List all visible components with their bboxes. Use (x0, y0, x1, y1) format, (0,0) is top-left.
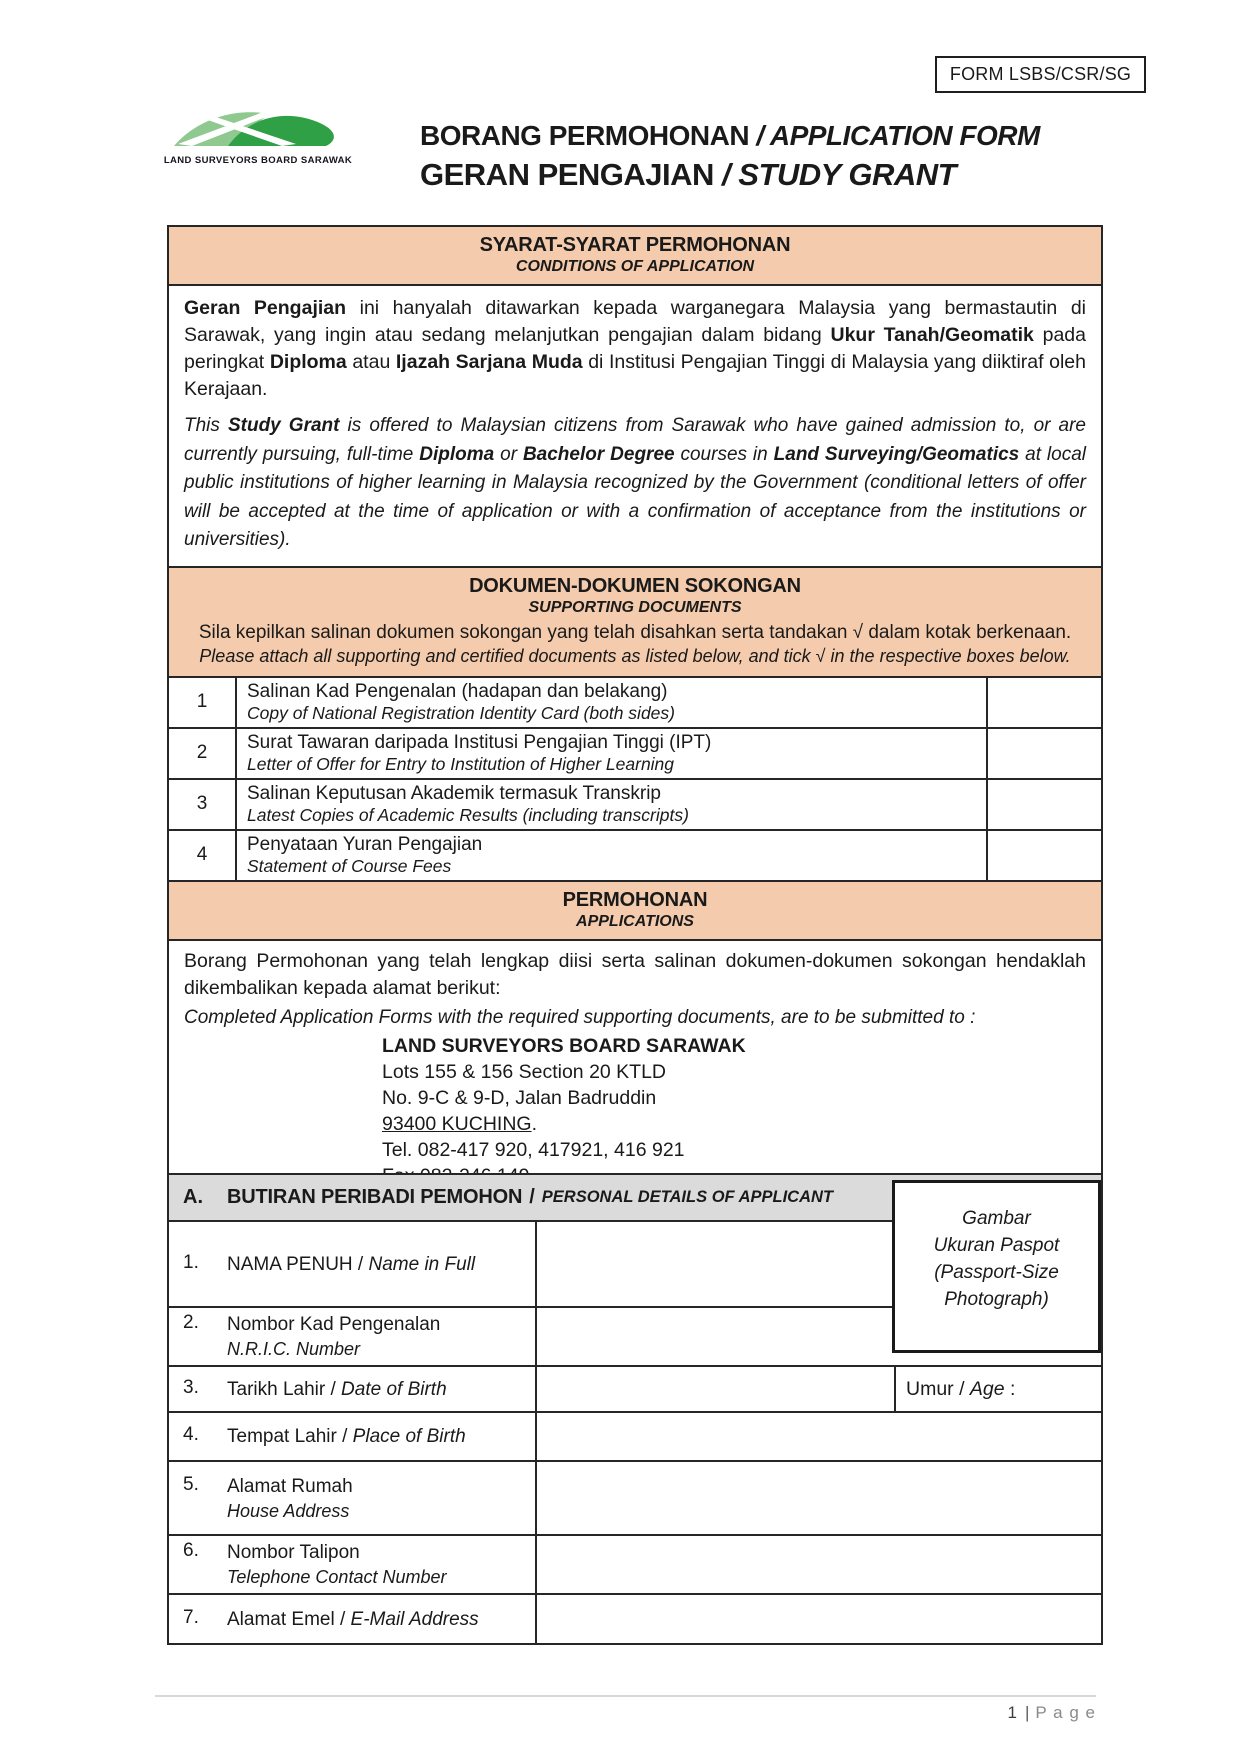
address-line-2: No. 9-C & 9-D, Jalan Badruddin (382, 1086, 657, 1109)
conditions-body (169, 284, 1101, 566)
photo-box[interactable] (892, 1180, 1101, 1353)
field-number: 5. (183, 1473, 199, 1495)
item-title-en: Letter of Offer for Entry to Institution of Higher Learning (247, 753, 675, 774)
item-number: 3 (196, 793, 208, 814)
submission-address (382, 1033, 1086, 1189)
page-title-line2: GERAN PENGAJIAN / STUDY GRANT (420, 157, 957, 192)
field-label-text: Tarikh Lahir / Date of Birth (227, 1378, 447, 1400)
item-title-en: Copy of National Registration Identity Card (both sides) (247, 702, 675, 723)
field-label (169, 1373, 535, 1406)
footer-separator: | (1025, 1703, 1030, 1722)
field-number: 2. (183, 1312, 199, 1333)
field-number: 1. (183, 1251, 199, 1273)
field-number: 4. (183, 1424, 199, 1445)
page-title-line1: BORANG PERMOHONAN / APPLICATION FORM (420, 120, 1040, 151)
item-title-my: Surat Tawaran daripada Institusi Pengajian Tinggi (IPT) (247, 731, 712, 753)
form-code-label: FORM LSBS/CSR/SG (949, 64, 1132, 84)
logo (162, 106, 354, 166)
field-label-text: Nombor Kad Pengenalan (227, 1314, 441, 1335)
telephone-input[interactable] (535, 1536, 1101, 1593)
photo-box-line: Photograph) (944, 1289, 1049, 1310)
item-description (235, 831, 986, 880)
photo-box-line: Gambar (962, 1208, 1031, 1229)
application-body (169, 939, 1101, 1200)
documents-heading-en: SUPPORTING DOCUMENTS (528, 598, 742, 616)
application-paragraph-my: Borang Permohonan yang telah lengkap diisi serta salinan dokumen-dokumen sokongan hendaklah dikembalikan kepada alamat berikut: (184, 949, 1086, 999)
field-label (169, 1248, 535, 1281)
field-label (169, 1603, 535, 1636)
footer-divider (155, 1695, 1096, 1697)
field-label-subtext: House Address (227, 1500, 350, 1521)
field-row-telephone (169, 1534, 1101, 1593)
section-a-heading-my: BUTIRAN PERIBADI PEMOHON (227, 1186, 523, 1208)
photo-box-line: Ukuran Paspot (933, 1235, 1060, 1256)
footer (167, 1703, 1096, 1723)
item-title-en: Statement of Course Fees (247, 855, 452, 876)
field-label-text: NAMA PENUH / Name in Full (227, 1253, 476, 1275)
field-label-text: Nombor Talipon (227, 1542, 360, 1563)
date-of-birth-input[interactable] (535, 1367, 894, 1411)
item-description (235, 678, 986, 727)
field-label-text: Alamat Rumah (227, 1475, 353, 1497)
item-title-en: Latest Copies of Academic Results (including transcripts) (247, 804, 689, 825)
age-label: Umur / Age : (906, 1377, 1016, 1400)
tick-box[interactable] (986, 780, 1101, 829)
field-label (169, 1470, 535, 1527)
field-label-subtext: N.R.I.C. Number (227, 1339, 361, 1359)
item-description (235, 729, 986, 778)
item-title-my: Penyataan Yuran Pengajian (247, 833, 483, 855)
item-number: 2 (196, 742, 208, 763)
field-label (169, 1536, 535, 1593)
tick-box[interactable] (986, 678, 1101, 727)
form-code-box (935, 56, 1146, 93)
field-number: 3. (183, 1376, 199, 1398)
field-label-subtext: Telephone Contact Number (227, 1567, 447, 1587)
conditions-paragraph-my: Geran Pengajian ini hanyalah ditawarkan kepada warganegara Malaysia yang bermastautin di Sarawak, yang ingin atau sedang melanjutkan pengajian dalam bidang Ukur Tanah/Geomatik pada peringkat Diploma atau Ijazah Sarjana Muda di Institusi Pengajian Tinggi di Malaysia yang diiktiraf oleh Kerajaan. (184, 297, 1087, 400)
conditions-section-header (169, 227, 1101, 284)
field-number: 7. (183, 1606, 199, 1628)
logo-icon (170, 106, 346, 154)
info-tables (167, 225, 1103, 1202)
application-paragraph-en: Completed Application Forms with the required supporting documents, are to be submitted to : (184, 1006, 976, 1028)
documents-note-en: Please attach all supporting and certified documents as listed below, and tick √ in the respective boxes below. (199, 645, 1071, 666)
item-title-my: Salinan Kad Pengenalan (hadapan dan belakang) (247, 680, 668, 702)
field-row-house-address (169, 1460, 1101, 1534)
conditions-heading-en: CONDITIONS OF APPLICATION (515, 258, 755, 275)
application-heading-en: APPLICATIONS (576, 912, 694, 930)
checklist-row-academic-results (169, 778, 1101, 829)
documents-note-my: Sila kepilkan salinan dokumen sokongan yang telah disahkan serta tandakan √ dalam kotak berkenaan. (198, 621, 1072, 643)
checklist-row-nric-copy (169, 676, 1101, 727)
place-of-birth-input[interactable] (535, 1413, 1101, 1460)
address-city: 93400 KUCHING. (382, 1112, 537, 1135)
tick-box[interactable] (986, 729, 1101, 778)
documents-section-header (169, 566, 1101, 676)
item-title-my: Salinan Keputusan Akademik termasuk Transkrip (247, 782, 661, 804)
application-section-header (169, 880, 1101, 939)
section-a-heading-en: PERSONAL DETAILS OF APPLICANT (541, 1188, 833, 1206)
field-row-date-of-birth (169, 1365, 1101, 1411)
tick-box[interactable] (986, 831, 1101, 880)
field-row-place-of-birth (169, 1411, 1101, 1460)
checklist-row-offer-letter (169, 727, 1101, 778)
field-label (169, 1420, 535, 1453)
checklist-row-course-fees (169, 829, 1101, 880)
conditions-heading-my: SYARAT-SYARAT PERMOHONAN (479, 234, 791, 256)
field-number: 6. (183, 1540, 199, 1561)
page-title (420, 122, 1040, 190)
field-label (169, 1308, 535, 1365)
age-cell[interactable] (894, 1367, 1101, 1411)
email-input[interactable] (535, 1595, 1101, 1643)
item-number: 1 (196, 691, 208, 712)
item-description (235, 780, 986, 829)
field-label-text: Tempat Lahir / Place of Birth (227, 1426, 466, 1447)
house-address-input[interactable] (535, 1462, 1101, 1534)
address-line-1: Lots 155 & 156 Section 20 KTLD (382, 1060, 667, 1083)
address-org-name: LAND SURVEYORS BOARD SARAWAK (382, 1034, 746, 1057)
section-a-heading-separator: / (529, 1186, 535, 1208)
footer-page-label: P a g e (1035, 1703, 1096, 1722)
page-number: 1 (1007, 1703, 1017, 1722)
conditions-paragraph-en: This Study Grant is offered to Malaysian citizens from Sarawak who have gained admission to, or are currently pursuing, full-time Diploma or Bachelor Degree courses in Land Surveying/Geomatics at local public institutions of higher learning in Malaysia recognized by the Government (conditional letters of offer will be accepted at the time of application or with a confirmation of acceptance from the institutions or universities). (184, 415, 1086, 550)
address-tel: Tel. 082-417 920, 417921, 416 921 (382, 1138, 685, 1161)
application-heading-my: PERMOHONAN (562, 888, 708, 911)
documents-heading-my: DOKUMEN-DOKUMEN SOKONGAN (469, 574, 801, 597)
logo-caption: LAND SURVEYORS BOARD SARAWAK (163, 155, 353, 166)
field-label-text: Alamat Emel / E-Mail Address (227, 1608, 479, 1630)
item-number: 4 (196, 844, 208, 865)
section-letter: A. (183, 1186, 203, 1208)
photo-box-line: (Passport-Size (934, 1262, 1059, 1283)
field-row-email (169, 1593, 1101, 1643)
